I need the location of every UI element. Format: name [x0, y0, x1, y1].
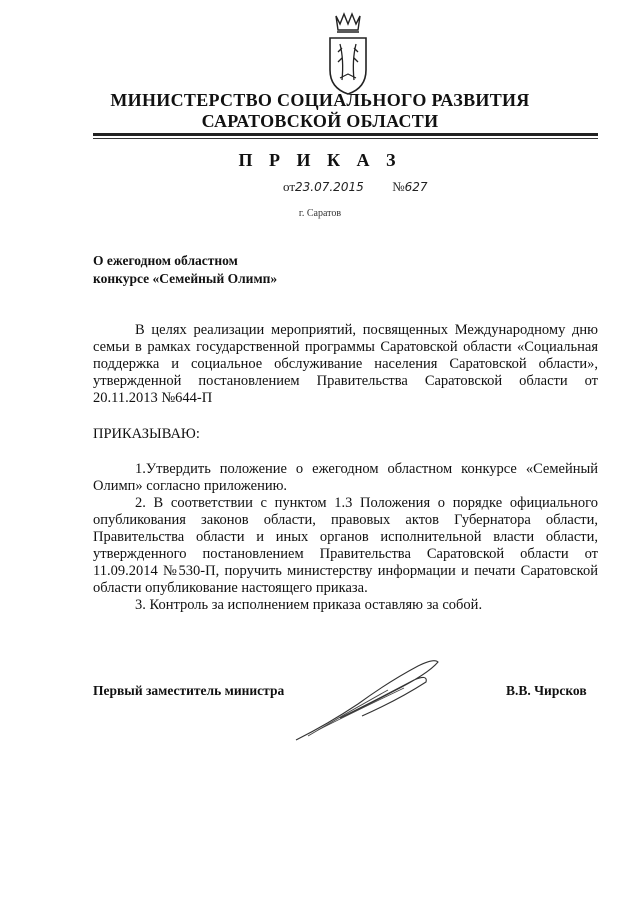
order-directive: ПРИКАЗЫВАЮ:	[93, 426, 200, 442]
order-items	[93, 461, 598, 614]
coat-of-arms-icon	[322, 12, 374, 98]
ministry-name	[0, 90, 640, 132]
order-date-number	[283, 179, 428, 195]
signatory-position: Первый заместитель министра	[93, 683, 285, 698]
city-label: г. Саратов	[298, 208, 342, 219]
handwritten-date: 23.07.2015	[295, 180, 364, 194]
order-title: П Р И К А З	[238, 150, 402, 170]
subject-line2: конкурсе «Семейный Олимп»	[93, 271, 278, 286]
handwritten-number: 627	[404, 180, 428, 194]
preamble-paragraph: В целях реализации мероприятий, посвященных Международному дню семьи в рамках государственной программы Саратовской области «Социальная поддержка и социальное обслуживание населения Саратовской области», утвержденной постановлением Правительства Саратовской области от 20.11.2013 №644-П	[93, 322, 598, 406]
number-prefix: №	[392, 179, 405, 194]
subject-line1: О ежегодном областном	[93, 253, 238, 268]
order-item-2: 2. В соответствии с пунктом 1.3 Положения о порядке официального опубликования законов области, правовых актов Губернатора области, Правительства области и иных органов исполнительной власти области, утвержденного постановлением Правительства Саратовской области от 11.09.2014 №530-П, поручить министерству информации и печати Саратовской области опубликование настоящего приказа.	[93, 495, 598, 596]
ministry-name-line1: МИНИСТЕРСТВО СОЦИАЛЬНОГО РАЗВИТИЯ	[110, 90, 530, 110]
order-subject	[93, 252, 277, 288]
ministry-name-line2: САРАТОВСКОЙ ОБЛАСТИ	[201, 111, 439, 131]
header-divider-thin	[93, 138, 598, 139]
order-item-1: 1.Утвердить положение о ежегодном областном конкурсе «Семейный Олимп» согласно приложению.	[93, 461, 598, 494]
signature-icon	[288, 652, 448, 748]
header-divider-thick	[93, 133, 598, 136]
date-prefix: от	[283, 179, 296, 194]
signer-name: В.В. Чирсков	[506, 683, 587, 698]
order-item-3: 3. Контроль за исполнением приказа оставляю за собой.	[135, 597, 483, 613]
